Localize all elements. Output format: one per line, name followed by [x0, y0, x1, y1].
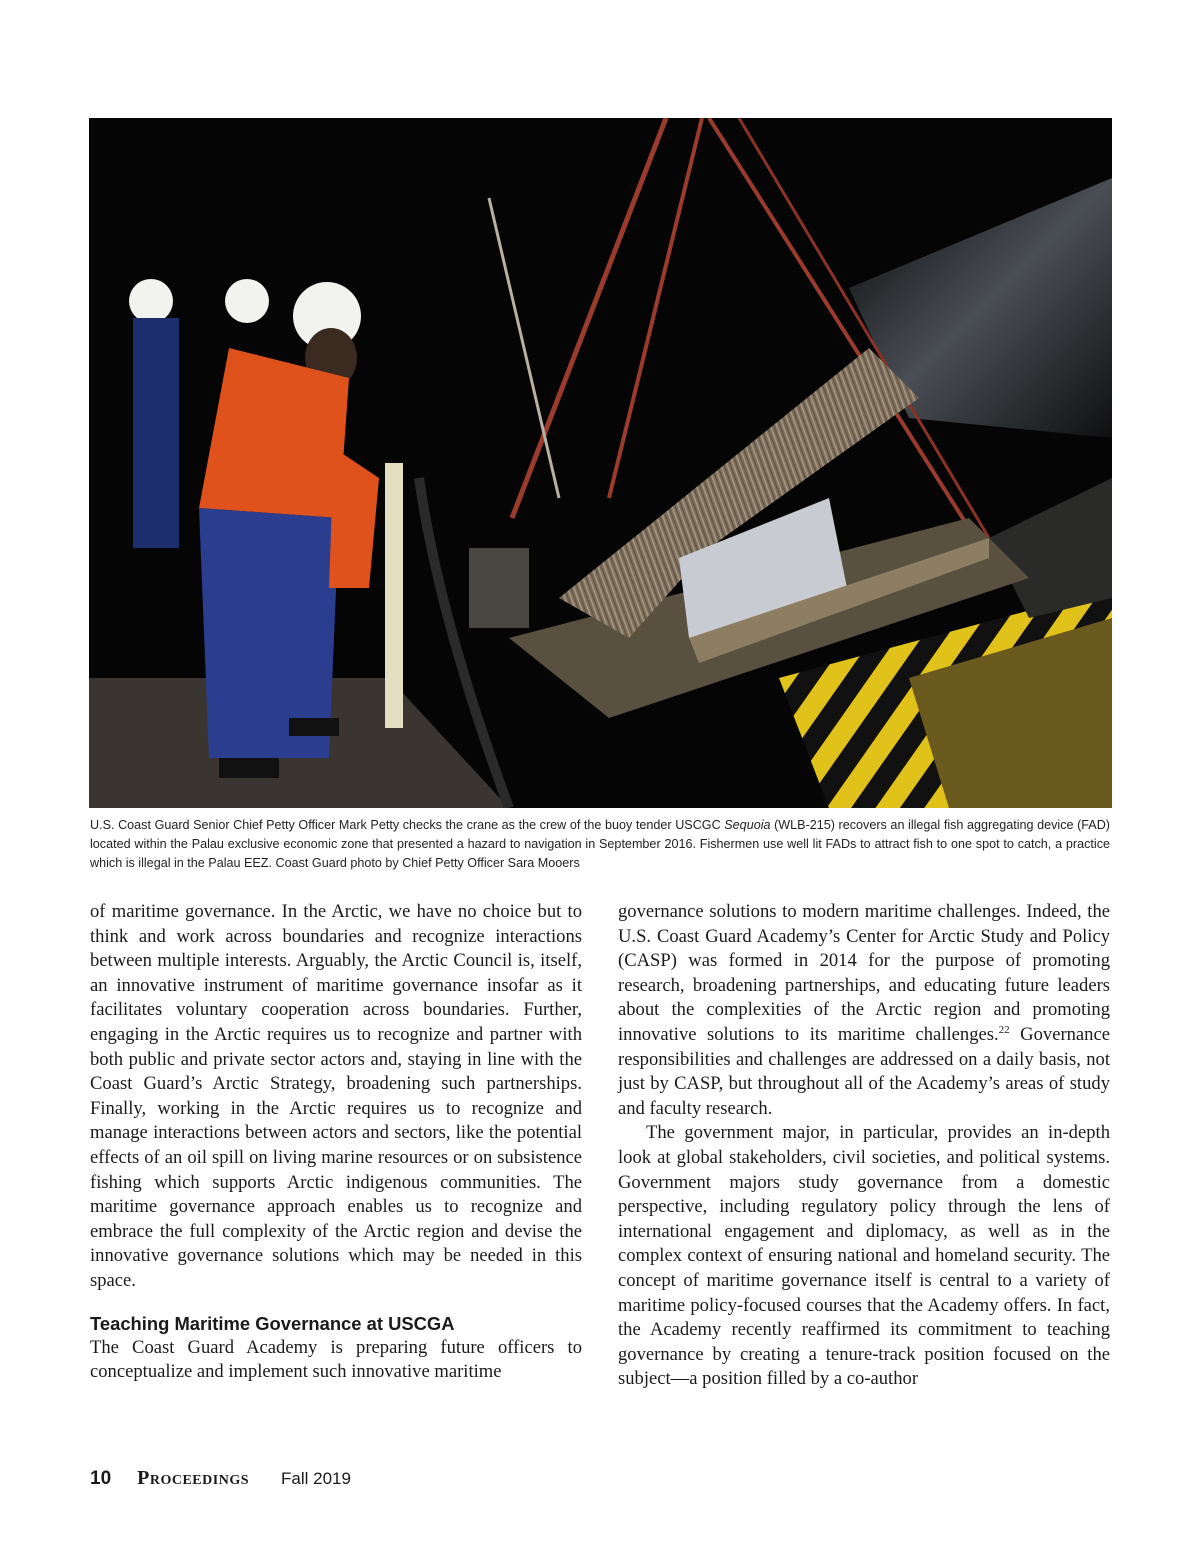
publication-name: Proceedings	[137, 1467, 249, 1489]
photo-illustration	[89, 118, 1112, 808]
page-number: 10	[90, 1468, 112, 1489]
caption-vessel-name: Sequoia	[724, 818, 771, 832]
boot	[219, 758, 279, 778]
caption-text-2: (WLB-215) recovers an illegal fish aggregating device (FAD) located within the Palau exclusive economic zone that presented a hazard to navigation in September 2016. Fishermen use well lit FADs to attract fish to one spot to catch, a practice which is illegal in the Palau EEZ. Coast Guard photo by Chief Petty Officer Sara Mooers	[90, 818, 1110, 870]
page-footer	[90, 1467, 351, 1493]
body-paragraph: The Coast Guard Academy is preparing future officers to conceptualize and implement such innovative maritime	[90, 1336, 582, 1383]
caption-text-1: U.S. Coast Guard Senior Chief Petty Officer Mark Petty checks the crane as the crew of the buoy tender USCGC	[90, 818, 725, 832]
body-paragraph: The government major, in particular, provides an in-depth look at global stakeholders, civil societies, and political systems. Government majors study governance from a domestic perspective, including regulatory policy through the lens of international engagement and diplomacy, as well as in the complex context of ensuring national and homeland security. The concept of maritime governance itself is central to a variety of maritime policy-focused courses that the Academy offers. In fact, the Academy recently reaffirmed its commitment to teaching governance by creating a tenure-track position focused on the subject—a position filled by a co-author	[618, 1122, 1110, 1390]
section-heading: Teaching Maritime Governance at USCGA	[90, 1312, 455, 1334]
crew-member-left	[133, 318, 179, 548]
body-text: governance solutions to modern maritime challenges. Indeed, the U.S. Coast Guard Academy’s Center for Arctic Study and Policy (CASP) was formed in 2014 for the purpose of promoting research, broadening partnerships, and educating future leaders about the complexities of the Arctic region and promoting innovative solutions to its maritime challenges.	[618, 901, 1110, 1045]
article-photo	[89, 118, 1112, 808]
body-text: Governance responsibilities and challenges are addressed on a daily basis, not just by CASP, but throughout all of the Academy’s areas of study and faculty research.	[618, 1023, 1110, 1119]
footnote-ref[interactable]: 22	[998, 1023, 1010, 1036]
photo-caption	[90, 816, 1110, 873]
body-paragraph	[618, 900, 1110, 1121]
hard-hat	[129, 279, 173, 323]
boot	[289, 718, 339, 736]
right-column	[618, 900, 1110, 1392]
winch	[469, 548, 529, 628]
hard-hat	[225, 279, 269, 323]
left-column	[90, 900, 582, 1385]
body-paragraph: of maritime governance. In the Arctic, we have no choice but to think and work across boundaries and recognize interactions between multiple interests. Arguably, the Arctic Council is, itself, an innovative instrument of maritime governance insofar as it facilitates voluntary cooperation across boundaries. Further, engaging in the Arctic requires us to recognize and partner with both public and private sector actors and, staying in line with the Coast Guard’s Arctic Strategy, broadening such partnerships. Finally, working in the Arctic requires us to recognize and manage interactions between actors and sectors, like the potential effects of an oil spill on living marine resources or on subsistence fishing which supports Arctic indigenous communities. The maritime governance approach enables us to recognize and embrace the full complexity of the Arctic region and devise the innovative governance solutions which may be needed in this space.	[90, 901, 582, 1291]
rail-post	[385, 463, 403, 728]
issue-date: Fall 2019	[281, 1469, 351, 1488]
